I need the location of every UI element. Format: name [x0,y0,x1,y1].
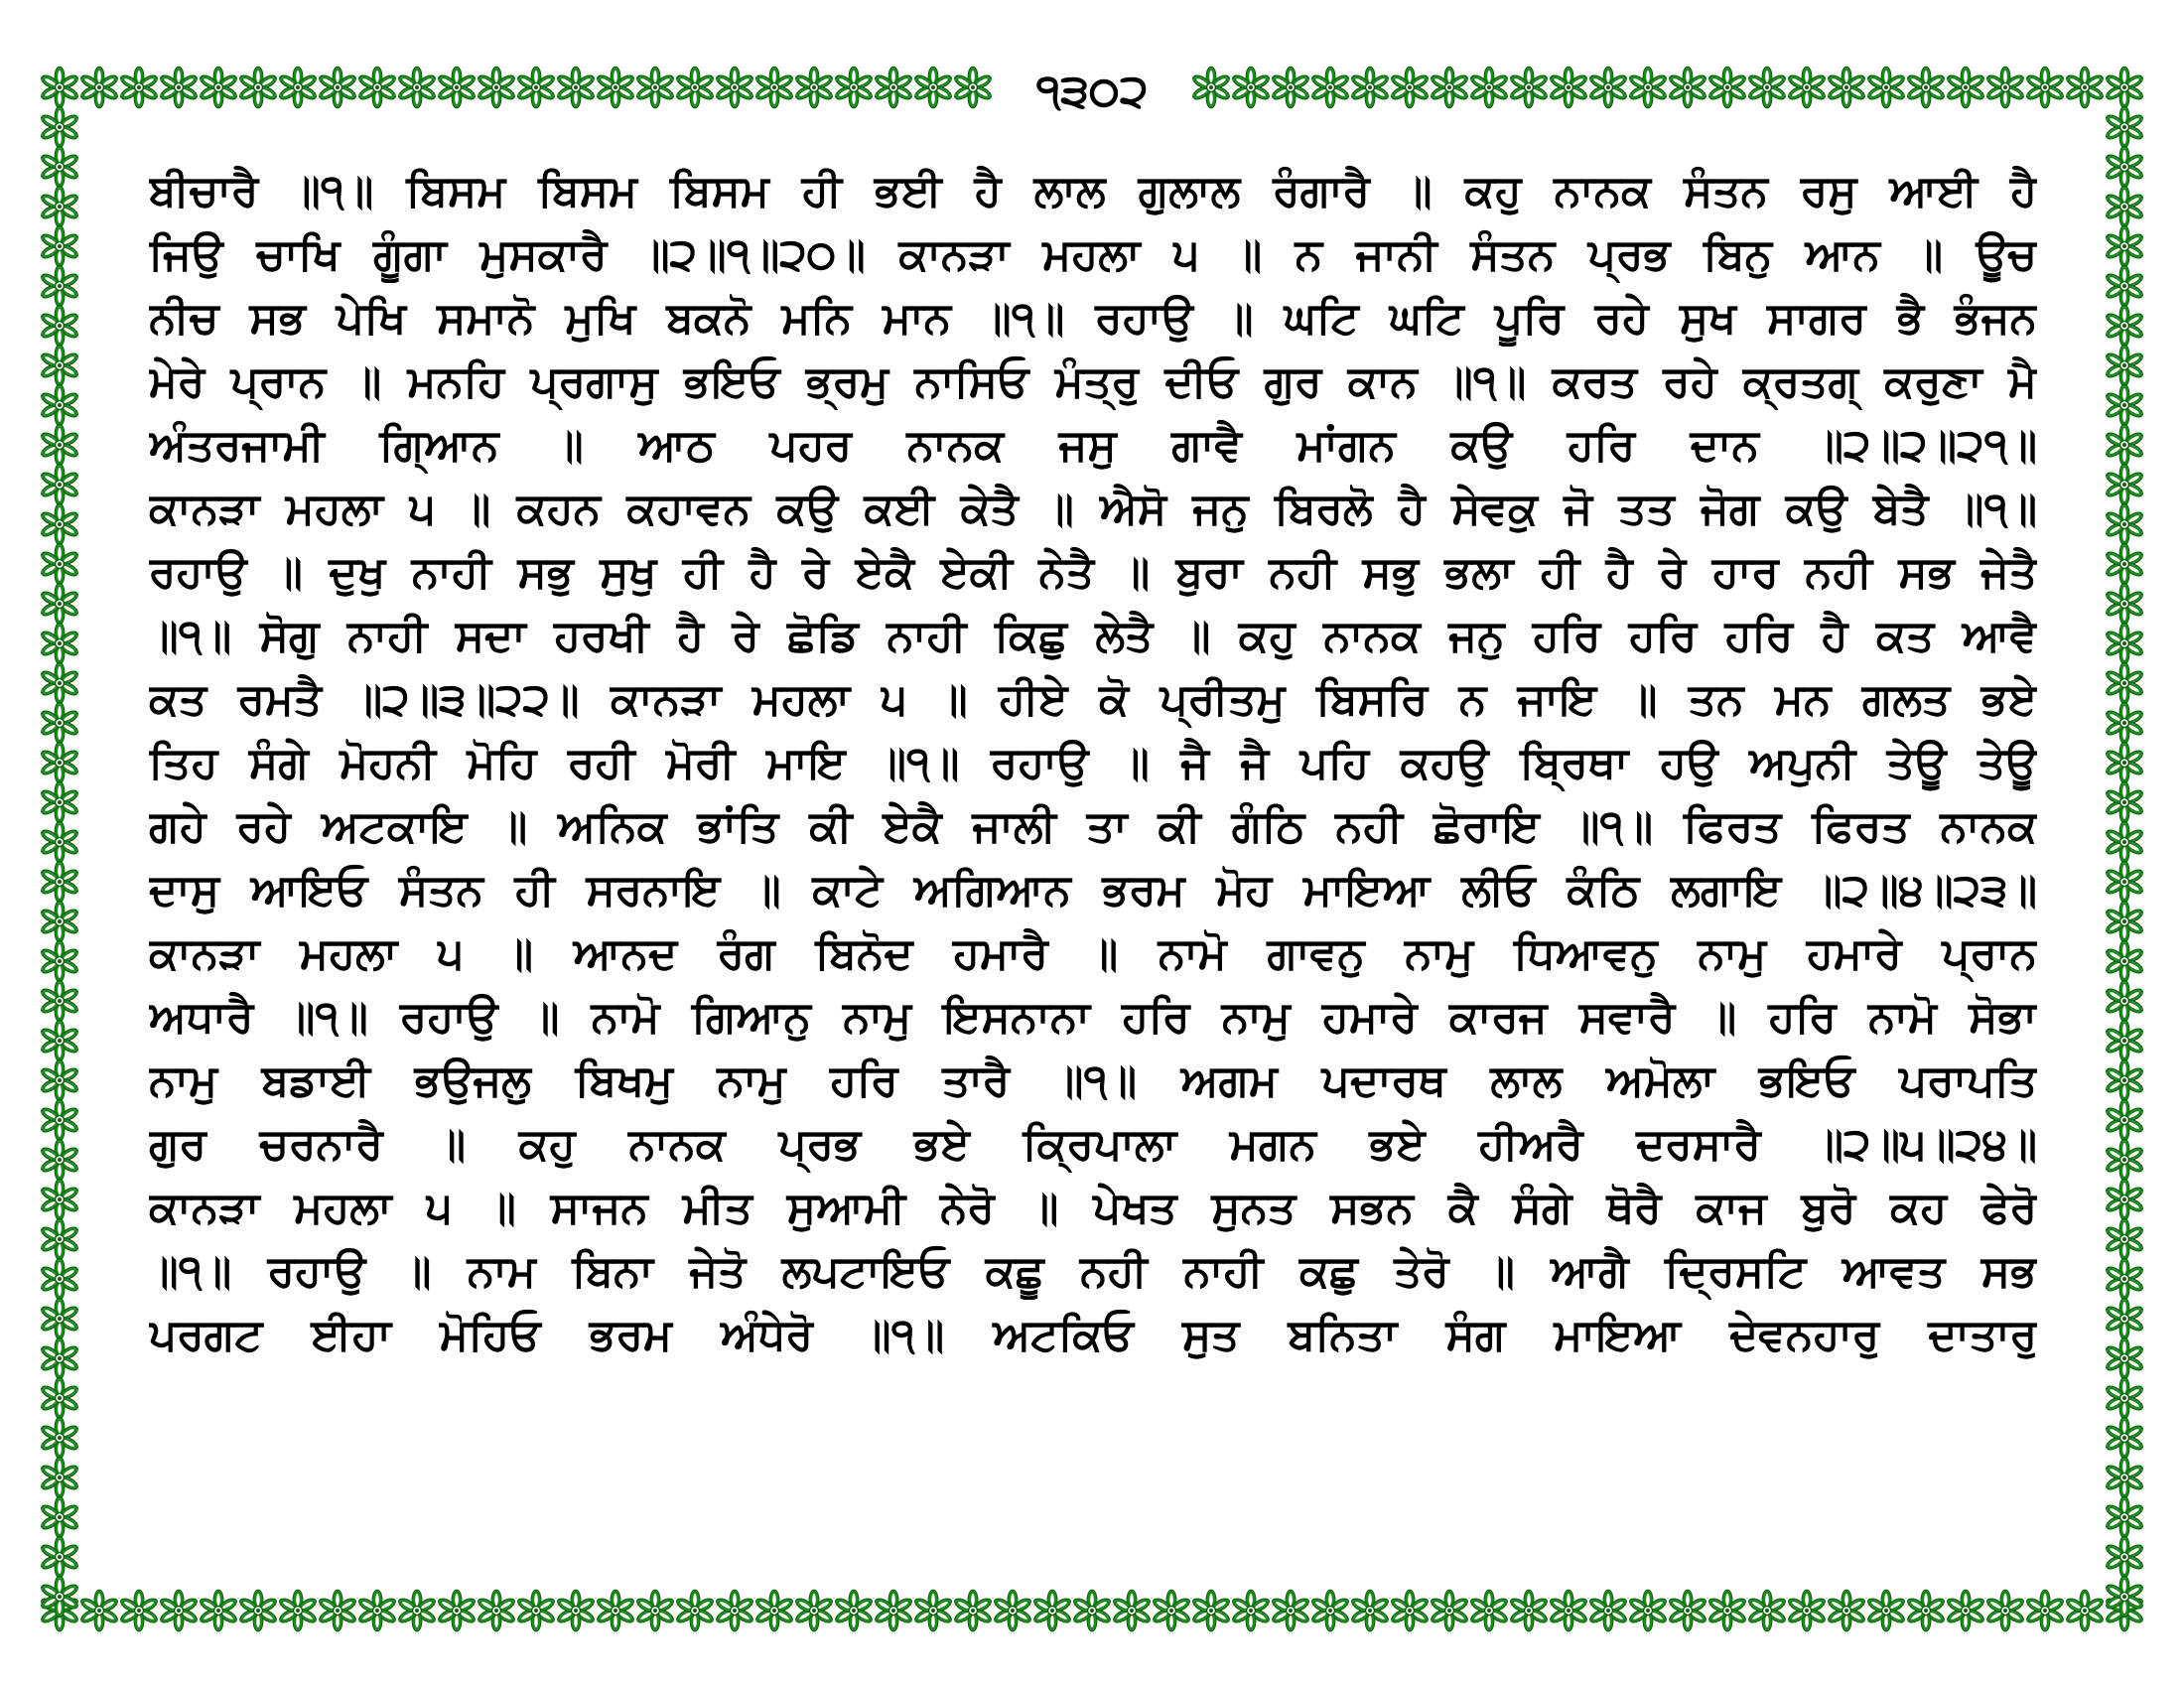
border-flower-icon [39,1576,79,1618]
border-flower-icon [39,265,79,307]
border-flower-icon [1111,1590,1152,1631]
border-flower-icon [2104,1020,2144,1061]
border-flower-icon [2104,702,2144,744]
border-flower-icon [2104,1139,2144,1181]
border-flower-icon [1508,67,1549,108]
border-flower-icon [2104,464,2144,505]
border-flower-icon [39,1258,79,1300]
border-flower-icon [1270,1590,1310,1631]
gurbani-text [149,164,2037,1534]
border-flower-icon [39,503,79,545]
text-line: ਅੰਤਰਜਾਮੀ ਗਿ੍ਆਨ ॥ ਆਠ ਪਹਰ ਨਾਨਕ ਜਸੁ ਗਾਵੈ ਮਾਂਗਨ ਕਉ ਹਰਿ ਦਾਨ ॥੨॥੨॥੨੧॥ [149,420,2037,471]
border-flower-icon [2104,940,2144,982]
border-flower-icon [39,225,79,267]
border-flower-icon [39,67,79,108]
border-flower-icon [714,67,754,108]
border-flower-icon [1548,67,1588,108]
border-flower-icon [1349,67,1390,108]
border-flower-icon [317,1590,357,1631]
border-flower-icon [714,1590,754,1631]
text-line: ਕਤ ਰਮਤੈ ॥੨॥੩॥੨੨॥ ਕਾਨੜਾ ਮਹਲਾ ੫ ॥ ਹੀਏ ਕੋ ਪ੍ਰੀਤਮੁ ਬਿਸਰਿ ਨ ਜਾਇ ॥ ਤਨ ਮਨ ਗਲਤ ਭਏ [149,674,2037,725]
border-flower-icon [1746,67,1787,108]
border-flower-icon [1786,67,1827,108]
text-line: ਨਾਮੁ ਬਡਾਈ ਭਉਜਲੁ ਬਿਖਮੁ ਨਾਮੁ ਹਰਿ ਤਾਰੈ ॥੧॥ ਅਗਮ ਪਦਾਰਥ ਲਾਲ ਅਮੋਲਾ ਭਇਓ ਪਰਾਪਤਿ [149,1055,2037,1106]
text-line: ॥੧॥ ਸੋਗੁ ਨਾਹੀ ਸਦਾ ਹਰਖੀ ਹੈ ਰੇ ਛੋਡਿ ਨਾਹੀ ਕਿਛੁ ਲੇਤੈ ॥ ਕਹੁ ਨਾਨਕ ਜਨੁ ਹਰਿ ਹਰਿ ਹਰਿ ਹੈ ਕਤ ਆਵੈ [149,611,2037,661]
border-flower-icon [1945,1590,1985,1631]
border-flower-icon [674,67,715,108]
border-flower-icon [2104,861,2144,903]
border-flower-icon [2104,345,2144,386]
border-flower-icon [2104,1059,2144,1101]
border-flower-icon [2104,1179,2144,1220]
border-flower-icon [2104,901,2144,942]
border-flower-icon [2064,67,2105,108]
text-line: ਤਿਹ ਸੰਗੇ ਮੋਹਨੀ ਮੋਹਿ ਰਹੀ ਮੋਰੀ ਮਾਇ ॥੧॥ ਰਹਾਉ ॥ ਜੈ ਜੈ ਪਹਿ ਕਹਉ ਬ੍ਰਿਥਾ ਹਉ ਅਪੁਨੀ ਤੇਊ ਤੇਊ [149,738,2037,788]
border-flower-icon [1151,1590,1191,1631]
border-flower-icon [1468,1590,1509,1631]
border-flower-icon [78,67,119,108]
border-flower-icon [39,1218,79,1260]
border-flower-icon [2104,1258,2144,1300]
border-flower-icon [1706,1590,1747,1631]
border-flower-icon [476,1590,516,1631]
border-flower-icon [1984,1590,2025,1631]
border-flower-icon [39,583,79,625]
border-flower-icon [39,901,79,942]
border-flower-icon [992,1590,1032,1631]
text-line: ਮੇਰੇ ਪ੍ਰਾਨ ॥ ਮਨਹਿ ਪ੍ਰਗਾਸੁ ਭਇਓ ਭ੍ਰਮੁ ਨਾਸਿਓ ਮੰਤ੍ਰੁ ਦੀਓ ਗੁਰ ਕਾਨ ॥੧॥ ਕਰਤ ਰਹੇ ਕ੍ਰਤਗ੍ ਕਰੁਣਾ ਮੈ [149,356,2037,407]
border-flower-icon [1548,1590,1588,1631]
border-flower-icon [2024,67,2065,108]
border-flower-icon [436,1590,477,1631]
text-line: ਰਹਾਉ ॥ ਦੁਖੁ ਨਾਹੀ ਸਭੁ ਸੁਖੁ ਹੀ ਹੈ ਰੇ ਏਕੈ ਏਕੀ ਨੇਤੈ ॥ ਬੁਰਾ ਨਹੀ ਸਭੁ ਭਲਾ ਹੀ ਹੈ ਰੇ ਹਾਰ ਨਹੀ ਸਭ ਜੇਤੈ [149,547,2037,598]
border-flower-icon [1468,67,1509,108]
border-flower-icon [952,67,993,108]
border-flower-icon [2104,980,2144,1022]
border-flower-icon [2104,1337,2144,1379]
border-flower-icon [39,1496,79,1538]
border-flower-icon [237,1590,278,1631]
border-flower-icon [873,67,913,108]
border-flower-icon [1984,67,2025,108]
border-flower-icon [39,1099,79,1141]
border-flower-icon [634,67,675,108]
border-flower-icon [634,1590,675,1631]
border-flower-icon [396,1590,437,1631]
border-flower-icon [277,1590,318,1631]
text-line: ਕਾਨੜਾ ਮਹਲਾ ੫ ॥ ਸਾਜਨ ਮੀਤ ਸੁਆਮੀ ਨੇਰੋ ॥ ਪੇਖਤ ਸੁਨਤ ਸਭਨ ਕੈ ਸੰਗੇ ਥੋਰੈ ਕਾਜ ਬੁਰੋ ਕਹ ਫੇਰੋ [149,1183,2037,1233]
border-flower-icon [1627,1590,1668,1631]
border-flower-icon [2104,265,2144,307]
border-flower-icon [1230,1590,1271,1631]
border-flower-icon [39,1536,79,1578]
border-flower-icon [793,67,834,108]
border-flower-icon [2104,1457,2144,1498]
border-flower-icon [2104,583,2144,625]
border-flower-icon [2024,1590,2065,1631]
text-line: ਪਰਗਟ ਈਹਾ ਮੋਹਿਓ ਭਰਮ ਅੰਧੇਰੋ ॥੧॥ ਅਟਕਿਓ ਸੁਤ ਬਨਿਤਾ ਸੰਗ ਮਾਇਆ ਦੇਵਨਹਾਰੁ ਦਾਤਾਰੁ [149,1310,2037,1360]
border-flower-icon [317,67,357,108]
border-flower-icon [1667,1590,1707,1631]
border-flower-icon [833,1590,874,1631]
border-flower-icon [674,1590,715,1631]
border-flower-icon [912,1590,953,1631]
border-flower-icon [1746,1590,1787,1631]
border-flower-icon [1309,1590,1350,1631]
border-flower-icon [1190,67,1231,108]
border-flower-icon [158,67,199,108]
border-flower-icon [39,662,79,704]
border-flower-icon [2104,742,2144,783]
border-flower-icon [1190,1590,1231,1631]
border-flower-icon [39,106,79,148]
border-flower-icon [1667,67,1707,108]
text-line: ਗਹੇ ਰਹੇ ਅਟਕਾਇ ॥ ਅਨਿਕ ਭਾਂਤਿ ਕੀ ਏਕੈ ਜਾਲੀ ਤਾ ਕੀ ਗੰਠਿ ਨਹੀ ਛੋਰਾਇ ॥੧॥ ਫਿਰਤ ਫਿਰਤ ਨਾਨਕ [149,801,2037,852]
border-flower-icon [2104,1496,2144,1538]
border-flower-icon [1706,67,1747,108]
border-flower-icon [2104,146,2144,188]
border-flower-icon [1309,67,1350,108]
border-flower-icon [595,67,635,108]
border-flower-icon [555,1590,596,1631]
border-flower-icon [1587,67,1628,108]
text-line: ਨੀਚ ਸਭ ਪੇਖਿ ਸਮਾਨੋ ਮੁਖਿ ਬਕਨੋ ਮਨਿ ਮਾਨ ॥੧॥ ਰਹਾਉ ॥ ਘਟਿ ਘਟਿ ਪੂਰਿ ਰਹੇ ਸੁਖ ਸਾਗਰ ਭੈ ਭੰਜਨ [149,293,2037,344]
border-flower-icon [2104,821,2144,863]
border-flower-icon [2104,424,2144,466]
border-flower-icon [595,1590,635,1631]
border-flower-icon [1786,1590,1827,1631]
border-flower-icon [39,861,79,903]
border-flower-icon [39,1337,79,1379]
border-flower-icon [198,1590,238,1631]
text-line: ਕਾਨੜਾ ਮਹਲਾ ੫ ॥ ਕਹਨ ਕਹਾਵਨ ਕਉ ਕਈ ਕੇਤੈ ॥ ਐਸੋ ਜਨੁ ਬਿਰਲੋ ਹੈ ਸੇਵਕੁ ਜੋ ਤਤ ਜੋਗ ਕਉ ਬੇਤੈ ॥੧॥ [149,484,2037,534]
page-number: ੧੩੦੨ [993,60,1191,121]
border-flower-icon [1031,1590,1072,1631]
border-flower-icon [2104,623,2144,664]
border-flower-icon [39,623,79,664]
border-flower-icon [1389,67,1430,108]
border-flower-icon [2104,1377,2144,1419]
border-flower-icon [39,305,79,347]
border-flower-icon [2104,662,2144,704]
border-flower-icon [2104,1417,2144,1459]
border-flower-icon [1071,1590,1112,1631]
border-flower-icon [2104,384,2144,426]
border-flower-icon [39,345,79,386]
border-flower-icon [39,1298,79,1339]
border-flower-icon [39,384,79,426]
border-flower-icon [1905,1590,1946,1631]
border-flower-icon [753,1590,794,1631]
border-flower-icon [1389,1590,1430,1631]
border-flower-icon [2104,503,2144,545]
border-flower-icon [39,543,79,585]
border-flower-icon [39,464,79,505]
border-flower-icon [39,1020,79,1061]
border-flower-icon [1230,67,1271,108]
border-flower-icon [1270,67,1310,108]
border-flower-icon [356,67,397,108]
border-flower-icon [39,702,79,744]
text-line: ਕਾਨੜਾ ਮਹਲਾ ੫ ॥ ਆਨਦ ਰੰਗ ਬਿਨੋਦ ਹਮਾਰੈ ॥ ਨਾਮੋ ਗਾਵਨੁ ਨਾਮੁ ਧਿਆਵਨੁ ਨਾਮੁ ਹਮਾਰੇ ਪ੍ਰਾਨ [149,928,2037,979]
border-flower-icon [39,1059,79,1101]
border-flower-icon [39,1377,79,1419]
border-flower-icon [2104,186,2144,227]
border-flower-icon [2104,225,2144,267]
border-flower-icon [2104,1298,2144,1339]
border-flower-icon [2104,543,2144,585]
border-flower-icon [1865,67,1906,108]
border-flower-icon [2104,1218,2144,1260]
border-flower-icon [515,1590,556,1631]
border-flower-icon [1429,1590,1469,1631]
border-flower-icon [118,67,159,108]
border-flower-icon [2104,67,2144,108]
border-flower-icon [39,781,79,823]
border-flower-icon [2104,106,2144,148]
border-flower-icon [198,67,238,108]
border-flower-icon [555,67,596,108]
text-line: ਦਾਸੁ ਆਇਓ ਸੰਤਨ ਹੀ ਸਰਨਾਇ ॥ ਕਾਟੇ ਅਗਿਆਨ ਭਰਮ ਮੋਹ ਮਾਇਆ ਲੀਓ ਕੰਠਿ ਲਗਾਇ ॥੨॥੪॥੨੩॥ [149,865,2037,915]
border-flower-icon [2104,305,2144,347]
border-flower-icon [515,67,556,108]
border-flower-icon [118,1590,159,1631]
border-flower-icon [39,1139,79,1181]
border-flower-icon [277,67,318,108]
border-flower-icon [1429,67,1469,108]
border-flower-icon [356,1590,397,1631]
border-flower-icon [2104,1576,2144,1618]
text-line: ॥੧॥ ਰਹਾਉ ॥ ਨਾਮ ਬਿਨਾ ਜੇਤੋ ਲਪਟਾਇਓ ਕਛੂ ਨਹੀ ਨਾਹੀ ਕਛੁ ਤੇਰੋ ॥ ਆਗੈ ਦ੍ਰਿਸਟਿ ਆਵਤ ਸਭ [149,1246,2037,1297]
border-flower-icon [39,940,79,982]
border-flower-icon [833,67,874,108]
border-flower-icon [39,1179,79,1220]
border-flower-icon [39,186,79,227]
border-flower-icon [1508,1590,1549,1631]
border-flower-icon [1945,67,1985,108]
border-flower-icon [1587,1590,1628,1631]
border-flower-icon [1826,67,1866,108]
text-line: ਜਿਉ ਚਾਖਿ ਗੂੰਗਾ ਮੁਸਕਾਰੈ ॥੨॥੧॥੨੦॥ ਕਾਨੜਾ ਮਹਲਾ ੫ ॥ ਨ ਜਾਨੀ ਸੰਤਨ ਪ੍ਰਭ ਬਿਨੁ ਆਨ ॥ ਊਚ [149,229,2037,280]
border-flower-icon [396,67,437,108]
border-flower-icon [2104,1099,2144,1141]
border-flower-icon [39,821,79,863]
border-flower-icon [158,1590,199,1631]
border-flower-icon [237,67,278,108]
text-line: ਬੀਚਾਰੈ ॥੧॥ ਬਿਸਮ ਬਿਸਮ ਬਿਸਮ ਹੀ ਭਈ ਹੈ ਲਾਲ ਗੁਲਾਲ ਰੰਗਾਰੈ ॥ ਕਹੁ ਨਾਨਕ ਸੰਤਨ ਰਸੁ ਆਈ ਹੈ [149,166,2037,216]
border-flower-icon [78,1590,119,1631]
text-line: ਅਧਾਰੈ ॥੧॥ ਰਹਾਉ ॥ ਨਾਮੋ ਗਿਆਨੁ ਨਾਮੁ ਇਸਨਾਨਾ ਹਰਿ ਨਾਮੁ ਹਮਾਰੇ ਕਾਰਜ ਸਵਾਰੈ ॥ ਹਰਿ ਨਾਮੋ ਸੋਭਾ [149,992,2037,1043]
border-flower-icon [2104,1536,2144,1578]
border-flower-icon [39,980,79,1022]
border-flower-icon [1826,1590,1866,1631]
border-flower-icon [1349,1590,1390,1631]
border-flower-icon [1865,1590,1906,1631]
text-line: ਗੁਰ ਚਰਨਾਰੈ ॥ ਕਹੁ ਨਾਨਕ ਪ੍ਰਭ ਭਏ ਕ੍ਰਿਪਾਲਾ ਮਗਨ ਭਏ ਹੀਅਰੈ ਦਰਸਾਰੈ ॥੨॥੫॥੨੪॥ [149,1119,2037,1170]
border-flower-icon [2064,1590,2105,1631]
border-flower-icon [39,424,79,466]
border-flower-icon [793,1590,834,1631]
border-flower-icon [39,146,79,188]
border-flower-icon [912,67,953,108]
border-flower-icon [952,1590,993,1631]
border-flower-icon [1627,67,1668,108]
border-flower-icon [753,67,794,108]
border-flower-icon [1905,67,1946,108]
border-flower-icon [39,1457,79,1498]
border-flower-icon [476,67,516,108]
border-flower-icon [2104,781,2144,823]
border-flower-icon [39,742,79,783]
border-flower-icon [873,1590,913,1631]
border-flower-icon [39,1417,79,1459]
border-flower-icon [436,67,477,108]
